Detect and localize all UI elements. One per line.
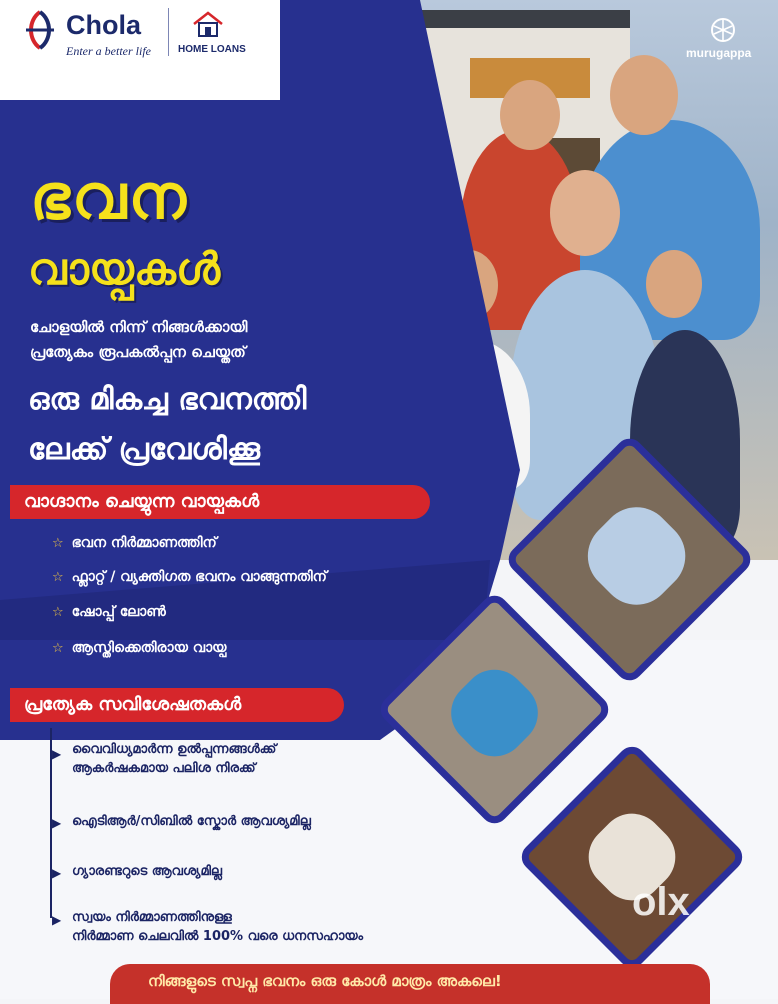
headline-line-2: വായ്പകൾ — [28, 244, 221, 295]
offer-item: ☆ ഫ്ലാറ്റ് / വ്യക്തിഗത ഭവനം വാങ്ങുന്നതിന് — [52, 569, 327, 585]
offer-item: ☆ ഷോപ്പ് ലോൺ — [52, 604, 166, 620]
features-heading: പ്രത്യേക സവിശേഷതകൾ — [10, 688, 344, 722]
olx-watermark: olx — [632, 880, 690, 924]
subheading-line-2: പ്രത്യേകം രൂപകൽപ്പന ചെയ്തത് — [30, 343, 246, 361]
star-icon: ☆ — [52, 536, 64, 551]
offer-item: ☆ ആസ്തിക്കെതിരായ വായ്പ — [52, 640, 227, 656]
star-icon: ☆ — [52, 570, 64, 585]
logo-divider — [168, 8, 169, 56]
star-icon: ☆ — [52, 641, 64, 656]
arrow-icon: ▶ — [52, 913, 62, 927]
house-icon — [190, 10, 226, 38]
home-loans-label: HOME LOANS — [178, 44, 246, 55]
murugappa-logo-icon — [706, 16, 740, 44]
offers-heading: വാഗ്ദാനം ചെയ്യുന്ന വായ്പകൾ — [10, 485, 430, 519]
star-icon: ☆ — [52, 605, 64, 620]
brand-tagline: Enter a better life — [66, 44, 151, 58]
footer-text: നിങ്ങളുടെ സ്വപ്ന ഭവനം ഒരു കോൾ മാത്രം അകലെ! — [148, 972, 502, 990]
feature-item: ഐടിആർ/സിബിൽ സ്കോർ ആവശ്യമില്ല — [72, 814, 311, 829]
brand-name: Chola — [66, 10, 142, 40]
chola-logo-icon — [20, 10, 60, 50]
feature-item: സ്വയം നിർമ്മാണത്തിനുള്ള നിർമ്മാണ ചെലവിൽ 100% വരെ ധനസഹായം — [72, 910, 364, 944]
slogan-line-2: ലേക്ക് പ്രവേശിക്കൂ — [28, 432, 260, 467]
feature-item: വൈവിധ്യമാർന്ന ഉൽപ്പന്നങ്ങൾക്ക് ആകർഷകമായ പലിശ നിരക്ക് — [72, 742, 277, 776]
parent-brand: murugappa — [686, 46, 752, 60]
offer-item: ☆ ഭവന നിർമ്മാണത്തിന് — [52, 535, 217, 551]
feature-item: ഗ്യാരണ്ടറുടെ ആവശ്യമില്ല — [72, 864, 223, 879]
arrow-icon: ▶ — [52, 816, 62, 830]
arrow-icon: ▶ — [52, 866, 62, 880]
subheading-line-1: ചോളയിൽ നിന്ന് നിങ്ങൾക്കായി — [30, 318, 248, 336]
headline-line-1: ഭവന — [30, 160, 188, 233]
arrow-icon: ▶ — [52, 747, 62, 761]
slogan-line-1: ഒരു മികച്ച ഭവനത്തി — [28, 382, 307, 417]
